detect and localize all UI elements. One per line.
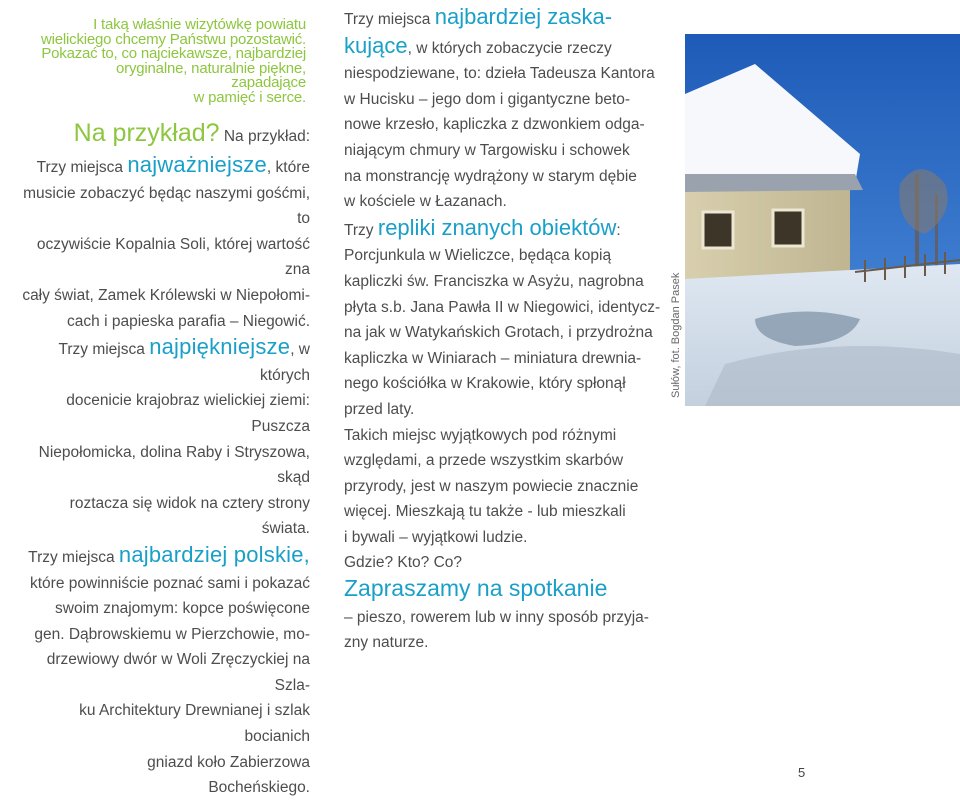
mid-p3-line: Takich miejsc wyjątkowych pod różnymi bbox=[344, 426, 617, 444]
p1-line: cały świat, Zamek Królewski w Niepołomi- bbox=[22, 286, 310, 304]
p2-line: docenicie krajobraz wielickiej ziemi: Puszcza bbox=[66, 392, 310, 435]
intro-line: oryginalne, naturalnie piękne, zapadające bbox=[116, 59, 306, 91]
p2-highlight: najpiękniejsze bbox=[149, 334, 291, 360]
mid-p3-line: względami, a przede wszystkim skarbów bbox=[344, 452, 624, 470]
page-number: 5 bbox=[798, 765, 806, 780]
photo-illustration bbox=[685, 34, 960, 406]
mid-p2-prefix: Trzy bbox=[344, 221, 378, 239]
p3-line: Bocheńskiego. bbox=[208, 779, 310, 797]
intro-text bbox=[40, 18, 306, 105]
closing-highlight: Zapraszamy na spotkanie bbox=[344, 575, 608, 602]
intro-line: wielickiego chcemy Państwu pozostawić. bbox=[40, 30, 306, 48]
p2-line: Niepołomicka, dolina Raby i Stryszowa, skąd bbox=[38, 443, 310, 487]
middle-column bbox=[344, 4, 664, 656]
mid-p1-line: , w których zobaczycie rzeczy bbox=[407, 39, 612, 57]
photo-credit-text: Sułów, fot. Bogdan Pasek bbox=[670, 272, 682, 398]
mid-paragraph-3 bbox=[344, 423, 664, 577]
p3-line: ku Architektury Drewnianej i szlak bocianich bbox=[79, 702, 310, 746]
p3-line: drzewiowy dwór w Woli Zręczyckiej na Szla- bbox=[46, 651, 310, 694]
mid-p1-line: niespodziewane, to: dzieła Tadeusza Kantora bbox=[344, 65, 655, 83]
mid-p3-line: i bywali – wyjątkowi ludzie. bbox=[344, 528, 528, 546]
p3-line: które powinniście poznać sami i pokazać bbox=[30, 574, 310, 592]
intro-line: I taką właśnie wizytówkę powiatu bbox=[93, 16, 306, 33]
p3-line: swoim znajomym: kopce poświęcone bbox=[55, 600, 310, 618]
closing-line: zny naturze. bbox=[344, 634, 429, 652]
mid-p3-line: Gdzie? Kto? Co? bbox=[344, 554, 463, 572]
mid-p1-prefix: Trzy miejsca bbox=[344, 11, 435, 28]
mid-p2-line: na jak w Watykańskich Grotach, i przydrożna bbox=[344, 324, 653, 342]
mid-closing bbox=[344, 576, 664, 656]
p1-highlight: najważniejsze bbox=[127, 152, 267, 177]
mid-p2-line: kapliczki św. Franciszka w Asyżu, nagrobna bbox=[344, 272, 644, 290]
left-paragraph-2 bbox=[20, 334, 310, 542]
left-column bbox=[20, 118, 310, 801]
mid-paragraph-2 bbox=[344, 215, 664, 423]
intro-line: Pokazać to, co najciekawsze, najbardziej bbox=[41, 45, 306, 62]
winter-cottage-photo bbox=[685, 34, 960, 406]
p2-line: , w których bbox=[260, 341, 310, 384]
left-heading-tail: Na przykład: bbox=[219, 128, 310, 145]
left-heading: Na przykład? bbox=[73, 119, 220, 147]
p2-line: roztacza się widok na cztery strony świata. bbox=[69, 494, 310, 538]
mid-p2-highlight: repliki znanych obiektów bbox=[377, 214, 617, 240]
mid-paragraph-1 bbox=[344, 4, 664, 215]
mid-p1-line: na monstrancję wydrążony w starym dębie bbox=[344, 167, 637, 185]
mid-p3-line: przyrody, jest w naszym powiecie znacznie bbox=[344, 477, 639, 495]
left-paragraph-1 bbox=[20, 152, 310, 334]
photo-credit bbox=[664, 250, 694, 410]
mid-p2-line: : bbox=[616, 221, 621, 239]
p2-prefix: Trzy miejsca bbox=[58, 341, 150, 359]
mid-p2-line: Porcjunkula w Wieliczce, będąca kopią bbox=[344, 247, 612, 265]
mid-p3-line: więcej. Mieszkają tu także - lub mieszkali bbox=[344, 503, 626, 521]
p1-line: cach i papieska parafia – Niegowić. bbox=[67, 312, 310, 330]
p3-line: gniazd koło Zabierzowa bbox=[147, 753, 310, 771]
p1-line: , które bbox=[266, 159, 310, 176]
mid-p2-line: kapliczka w Winiarach – miniatura drewnia- bbox=[344, 349, 642, 367]
left-heading-line bbox=[20, 118, 310, 152]
mid-p2-line: przed laty. bbox=[344, 400, 415, 418]
p1-prefix: Trzy miejsca bbox=[36, 159, 128, 176]
mid-p1-highlight-b: kujące bbox=[344, 32, 408, 58]
mid-p1-line: nowe krzesło, kapliczka z dzwonkiem odga- bbox=[344, 116, 645, 134]
p1-line: oczywiście Kopalnia Soli, której wartość zna bbox=[36, 235, 310, 279]
mid-p1-highlight-a: najbardziej zaska- bbox=[434, 4, 613, 29]
mid-p1-line: niającym chmury w Targowisku i schowek bbox=[344, 141, 630, 159]
mid-p1-line: w Hucisku – jego dom i gigantyczne beto- bbox=[344, 90, 631, 108]
mid-p2-line: nego kościółka w Krakowie, który spłonął bbox=[344, 375, 626, 393]
intro-line: w pamięć i serce. bbox=[193, 88, 306, 106]
closing-line: – pieszo, rowerem lub w inny sposób przyja- bbox=[344, 608, 649, 626]
mid-p2-line: płyta s.b. Jana Pawła II w Niegowici, identycz- bbox=[344, 298, 661, 316]
p3-line: gen. Dąbrowskiemu w Pierzchowie, mo- bbox=[34, 625, 310, 643]
mid-p1-line: w kościele w Łazanach. bbox=[344, 193, 507, 211]
p1-line: musicie zobaczyć będąc naszymi gośćmi, to bbox=[23, 184, 310, 228]
p3-prefix: Trzy miejsca bbox=[28, 548, 119, 566]
p3-highlight: najbardziej polskie, bbox=[118, 541, 310, 567]
left-paragraph-3 bbox=[20, 542, 310, 801]
